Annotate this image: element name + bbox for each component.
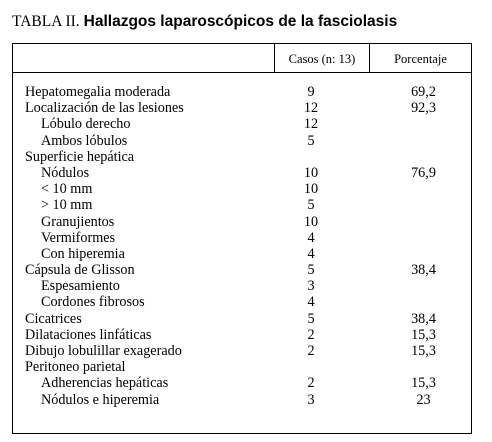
row-label: < 10 mm	[41, 181, 93, 198]
table-caption	[12, 12, 397, 32]
row-label: > 10 mm	[41, 197, 93, 214]
table-row	[13, 262, 471, 278]
row-percent: 15,3	[411, 343, 436, 359]
table-row	[13, 165, 471, 181]
table-title: Hallazgos laparoscópicos de la fasciolasis	[83, 13, 398, 30]
row-cases: 12	[303, 116, 319, 133]
row-percent: 76,9	[411, 164, 436, 181]
row-percent: 38,4	[411, 310, 436, 327]
row-label: Lóbulo derecho	[41, 116, 131, 133]
table-row	[13, 278, 471, 294]
table-row	[13, 327, 471, 343]
row-label: Dilataciones linfáticas	[25, 326, 152, 343]
table-row	[13, 197, 471, 213]
table-row	[13, 343, 471, 359]
row-cases: 12	[303, 100, 319, 117]
row-cases: 10	[303, 213, 319, 230]
row-label: Nódulos e hiperemia	[41, 391, 160, 408]
row-percent: 15,3	[411, 326, 436, 343]
row-label: Hepatomegalia moderada	[25, 84, 171, 100]
row-cases: 5	[307, 197, 315, 214]
row-cases: 2	[307, 343, 315, 359]
row-percent: 92,3	[411, 100, 436, 117]
table-row	[13, 214, 471, 230]
table-row	[13, 294, 471, 310]
table-row	[13, 149, 471, 165]
row-percent: 15,3	[411, 375, 436, 392]
row-label: Con hiperemia	[41, 245, 125, 262]
row-percent: 38,4	[411, 262, 436, 279]
row-label: Vermiformes	[41, 229, 116, 246]
table-row	[13, 133, 471, 149]
table-row	[13, 392, 471, 408]
row-cases: 5	[307, 310, 315, 327]
row-label: Nódulos	[41, 164, 90, 181]
row-cases: 2	[307, 326, 315, 343]
row-cases: 4	[307, 245, 315, 262]
table-row	[13, 116, 471, 132]
row-label: Adherencias hepáticas	[41, 375, 169, 392]
row-cases: 3	[307, 278, 315, 295]
table-row	[13, 181, 471, 197]
row-percent: 23	[416, 391, 431, 408]
row-cases: 5	[307, 262, 315, 279]
row-label: Granujientos	[41, 213, 115, 230]
row-label: Superficie hepática	[25, 148, 135, 165]
table-row	[13, 311, 471, 327]
row-label: Cordones fibrosos	[41, 294, 145, 311]
findings-table	[12, 43, 472, 434]
row-label: Cápsula de Glisson	[25, 262, 135, 279]
table-row	[13, 375, 471, 391]
table-row	[13, 100, 471, 116]
column-header-percent: Porcentaje	[394, 52, 447, 66]
row-cases: 5	[307, 132, 315, 149]
row-label: Cicatrices	[25, 310, 82, 327]
table-body	[13, 84, 471, 408]
row-cases: 10	[303, 164, 319, 181]
table-row	[13, 359, 471, 375]
row-label: Espesamiento	[41, 278, 120, 295]
row-cases: 2	[307, 375, 315, 392]
row-cases: 4	[307, 229, 315, 246]
row-cases: 10	[303, 181, 319, 198]
row-percent: 69,2	[411, 84, 436, 100]
row-label: Localización de las lesiones	[25, 100, 184, 117]
row-label: Peritoneo parietal	[25, 359, 126, 376]
row-label: Dibujo lobulillar exagerado	[25, 343, 182, 359]
table-row	[13, 84, 471, 100]
row-cases: 4	[307, 294, 315, 311]
row-cases: 3	[307, 391, 315, 408]
table-number: TABLA II.	[12, 13, 80, 30]
table-row	[13, 246, 471, 262]
column-header-cases: Casos (n: 13)	[288, 52, 356, 66]
header-rule	[13, 72, 471, 73]
table-row	[13, 230, 471, 246]
row-cases: 9	[307, 84, 315, 100]
row-label: Ambos lóbulos	[41, 132, 128, 149]
